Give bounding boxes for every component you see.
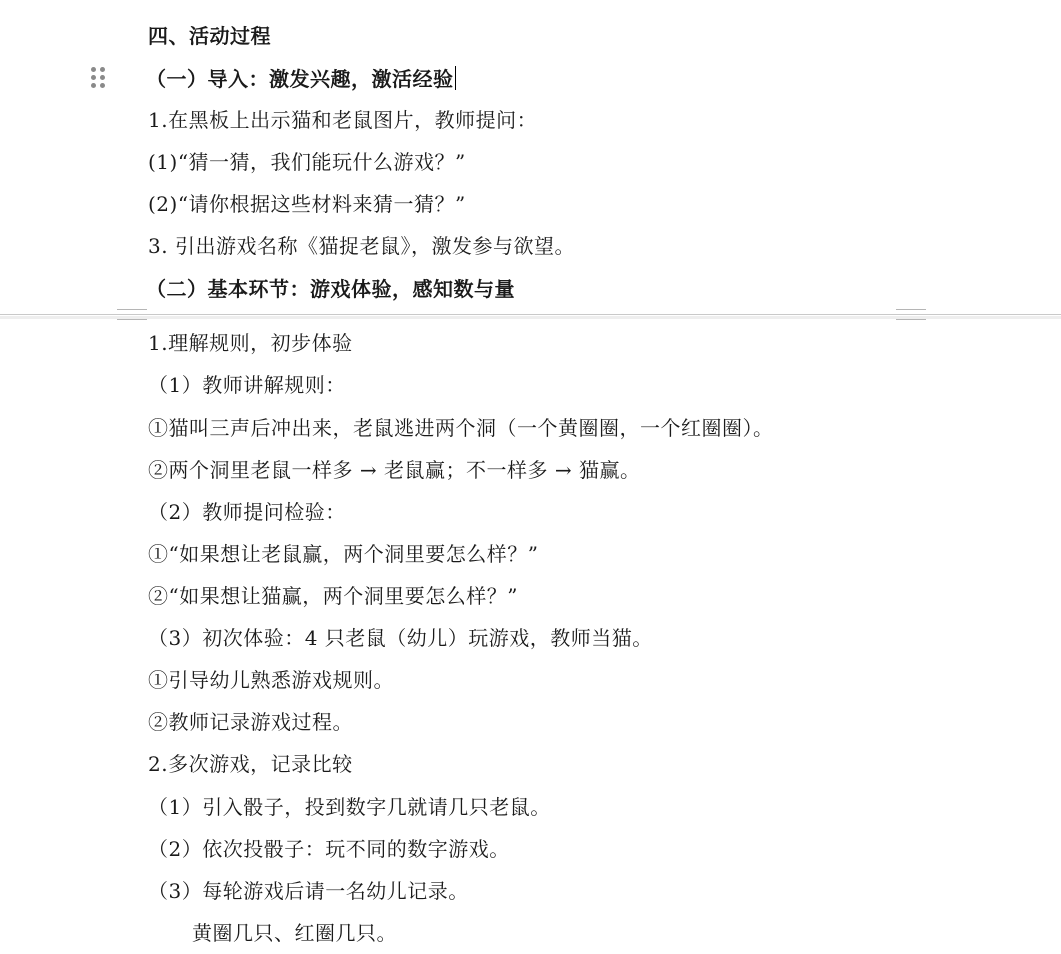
drag-handle-icon[interactable] xyxy=(91,67,105,89)
subheading-intro[interactable] xyxy=(146,66,456,91)
paragraph: (2)“请你根据这些材料来猜一猜？” xyxy=(148,192,466,216)
paragraph: （1）引入骰子，投到数字几就请几只老鼠。 xyxy=(148,795,551,819)
paragraph: 2.多次游戏，记录比较 xyxy=(148,752,353,776)
page-corner-mark-right xyxy=(896,309,926,321)
section-heading: 四、活动过程 xyxy=(148,24,271,48)
paragraph: ①“如果想让老鼠赢，两个洞里要怎么样？” xyxy=(148,542,539,566)
paragraph: 1.理解规则，初步体验 xyxy=(148,331,353,355)
paragraph: (1)“猜一猜，我们能玩什么游戏？” xyxy=(148,150,466,174)
page-corner-mark-left xyxy=(117,309,147,321)
paragraph: 1.在黑板上出示猫和老鼠图片，教师提问： xyxy=(148,108,538,132)
paragraph: ②教师记录游戏过程。 xyxy=(148,710,353,734)
paragraph: （1）教师讲解规则： xyxy=(148,373,346,397)
paragraph: （3）每轮游戏后请一名幼儿记录。 xyxy=(148,879,469,903)
paragraph: （2）教师提问检验： xyxy=(148,500,346,524)
subheading-basic: （二）基本环节：游戏体验，感知数与量 xyxy=(146,277,515,301)
subheading-intro-text: （一）导入：激发兴趣，激活经验 xyxy=(146,67,454,91)
paragraph: 3. 引出游戏名称《猫捉老鼠》，激发参与欲望。 xyxy=(148,234,575,258)
paragraph: ②“如果想让猫赢，两个洞里要怎么样？” xyxy=(148,584,518,608)
paragraph: （2）依次投骰子：玩不同的数字游戏。 xyxy=(148,837,510,861)
paragraph: （3）初次体验：4 只老鼠（幼儿）玩游戏，教师当猫。 xyxy=(148,626,653,650)
paragraph: ①引导幼儿熟悉游戏规则。 xyxy=(148,668,394,692)
paragraph: 黄圈几只、红圈几只。 xyxy=(192,921,397,945)
paragraph: ②两个洞里老鼠一样多 → 老鼠赢；不一样多 → 猫赢。 xyxy=(148,458,641,482)
paragraph: ①猫叫三声后冲出来，老鼠逃进两个洞（一个黄圈圈，一个红圈圈）。 xyxy=(148,416,774,440)
text-cursor xyxy=(455,66,457,90)
